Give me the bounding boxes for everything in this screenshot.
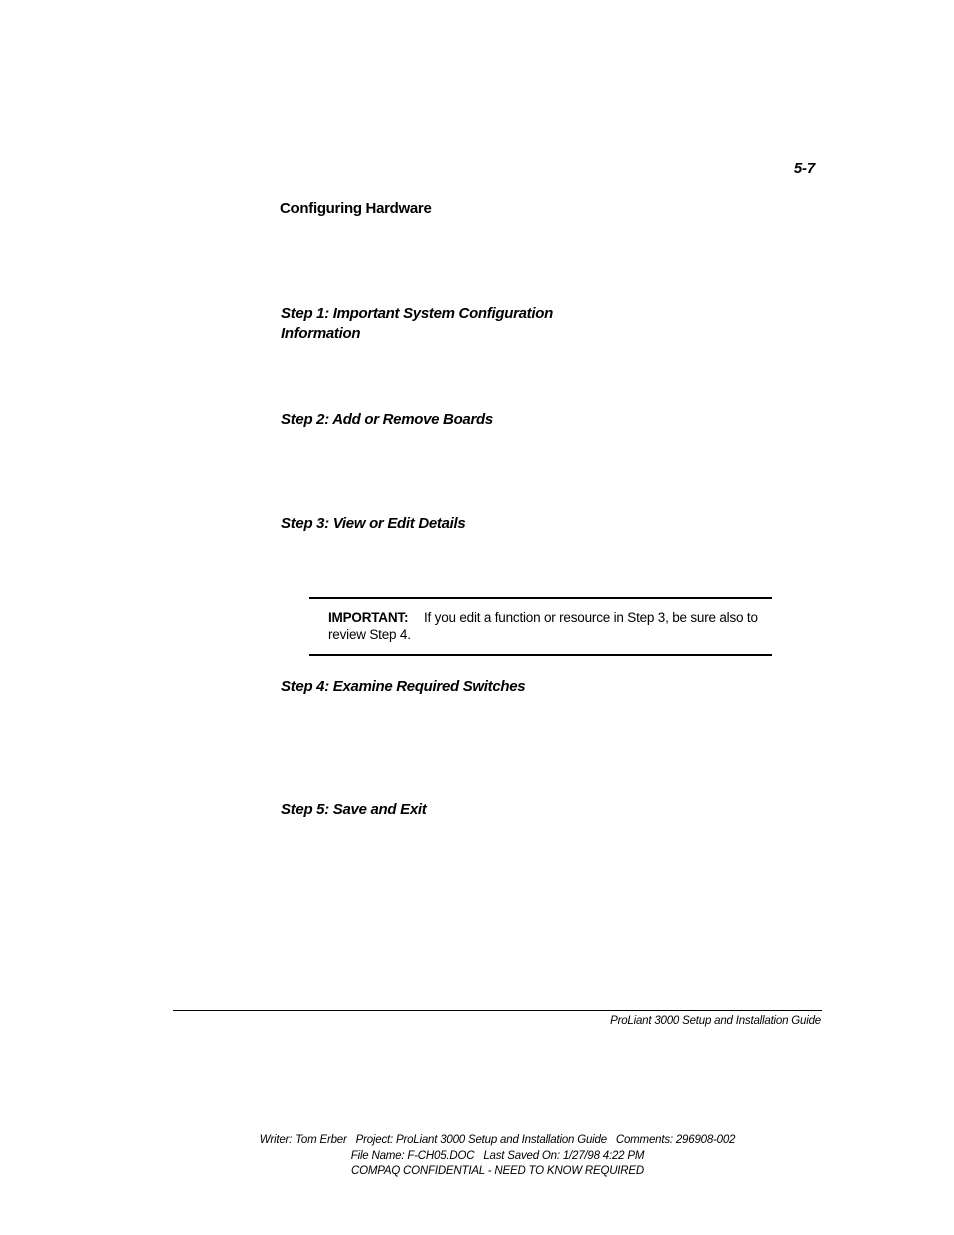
footer-guide-title: ProLiant 3000 Setup and Installation Guide — [610, 1015, 821, 1027]
footer-rule — [173, 1010, 822, 1011]
step-1-heading-line-1: Step 1: Important System Configuration — [281, 305, 553, 322]
step-1-heading — [281, 304, 553, 344]
step-1-heading-line-2: Information — [281, 325, 361, 342]
important-label: IMPORTANT: — [328, 610, 409, 625]
step-3-heading — [281, 514, 465, 534]
step-4-heading-line-1: Step 4: Examine Required Switches — [281, 678, 526, 695]
step-5-heading-line-1: Step 5: Save and Exit — [281, 801, 427, 818]
step-4-heading — [281, 677, 525, 697]
step-2-heading — [281, 410, 493, 430]
page-number: 5-7 — [793, 160, 815, 177]
important-text: If you edit a function or resource in Step 3, be sure also to review Step 4. — [328, 610, 758, 642]
important-note — [328, 609, 768, 643]
important-note-box — [309, 597, 772, 656]
step-3-heading-line-1: Step 3: View or Edit Details — [281, 515, 466, 532]
section-title: Configuring Hardware — [280, 200, 432, 217]
step-5-heading — [281, 800, 426, 820]
step-2-heading-line-1: Step 2: Add or Remove Boards — [281, 411, 493, 428]
meta-confidential-line: COMPAQ CONFIDENTIAL - NEED TO KNOW REQUIRED — [351, 1165, 644, 1177]
meta-file-line: File Name: F-CH05.DOC Last Saved On: 1/27/98 4:22 PM — [350, 1150, 645, 1162]
meta-writer-line: Writer: Tom Erber Project: ProLiant 3000 Setup and Installation Guide Comments: 296908-002 — [259, 1134, 736, 1146]
